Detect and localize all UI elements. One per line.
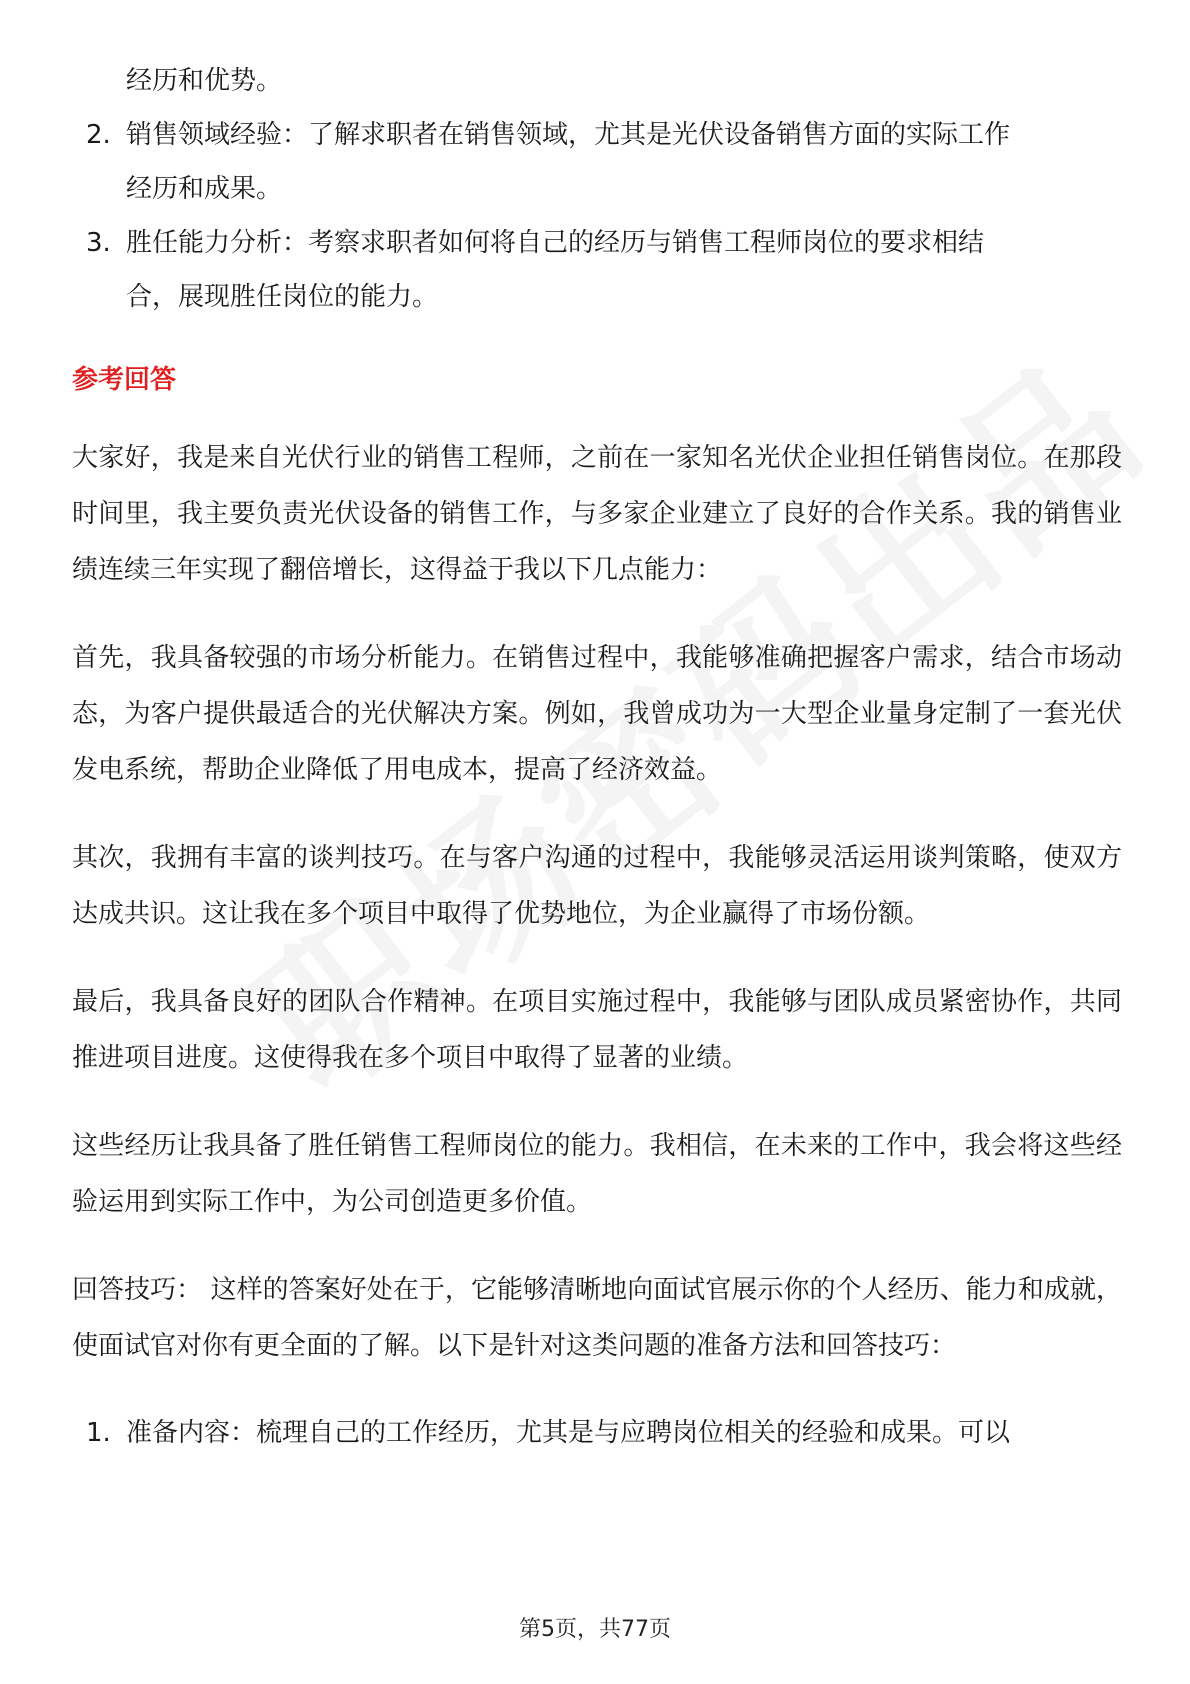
tips-list — [72, 1406, 1122, 1460]
list-number: 1. — [86, 1418, 111, 1448]
list-item-text: 销售领域经验：了解求职者在销售领域，尤其是光伏设备销售方面的实际工作 — [126, 120, 1011, 150]
list-continuation: 经历和优势。 — [126, 66, 283, 96]
page-content — [72, 54, 1122, 1460]
answer-paragraph: 首先，我具备较强的市场分析能力。在销售过程中，我能够准确把握客户需求，结合市场动态，为客户提供最适合的光伏解决方案。例如，我曾成功为一大型企业量身定制了一套光伏发电系统，帮助企业降低了用电成本，提高了经济效益。 — [72, 643, 1122, 785]
tips-paragraph: 回答技巧： 这样的答案好处在于，它能够清晰地向面试官展示你的个人经历、能力和成就，使面试官对你有更全面的了解。以下是针对这类问题的准备方法和回答技巧： — [72, 1275, 1122, 1361]
list-item — [72, 1406, 1122, 1460]
list-item-text: 准备内容：梳理自己的工作经历，尤其是与应聘岗位相关的经验和成果。可以 — [126, 1418, 1011, 1448]
answer-paragraph: 大家好，我是来自光伏行业的销售工程师，之前在一家知名光伏企业担任销售岗位。在那段时间里，我主要负责光伏设备的销售工作，与多家企业建立了良好的合作关系。我的销售业绩连续三年实现了翻倍增长，这得益于我以下几点能力： — [72, 443, 1122, 585]
list-item-continuation: 合，展现胜任岗位的能力。 — [126, 282, 439, 312]
list-item-continuation: 经历和成果。 — [126, 174, 283, 204]
list-item — [72, 216, 1122, 270]
list-item-text: 胜任能力分析：考察求职者如何将自己的经历与销售工程师岗位的要求相结 — [126, 228, 985, 258]
section-heading: 参考回答 — [72, 365, 177, 395]
page-footer: 第5页，共77页 — [519, 1617, 671, 1642]
answer-paragraph: 其次，我拥有丰富的谈判技巧。在与客户沟通的过程中，我能够灵活运用谈判策略，使双方达成共识。这让我在多个项目中取得了优势地位，为企业赢得了市场份额。 — [72, 843, 1122, 929]
criteria-list — [72, 108, 1122, 324]
answer-paragraph: 这些经历让我具备了胜任销售工程师岗位的能力。我相信，在未来的工作中，我会将这些经验运用到实际工作中，为公司创造更多价值。 — [72, 1131, 1122, 1217]
list-number: 2. — [86, 120, 111, 150]
answer-paragraph: 最后，我具备良好的团队合作精神。在项目实施过程中，我能够与团队成员紧密协作，共同推进项目进度。这使得我在多个项目中取得了显著的业绩。 — [72, 987, 1122, 1073]
list-item — [72, 108, 1122, 162]
list-number: 3. — [86, 228, 111, 258]
